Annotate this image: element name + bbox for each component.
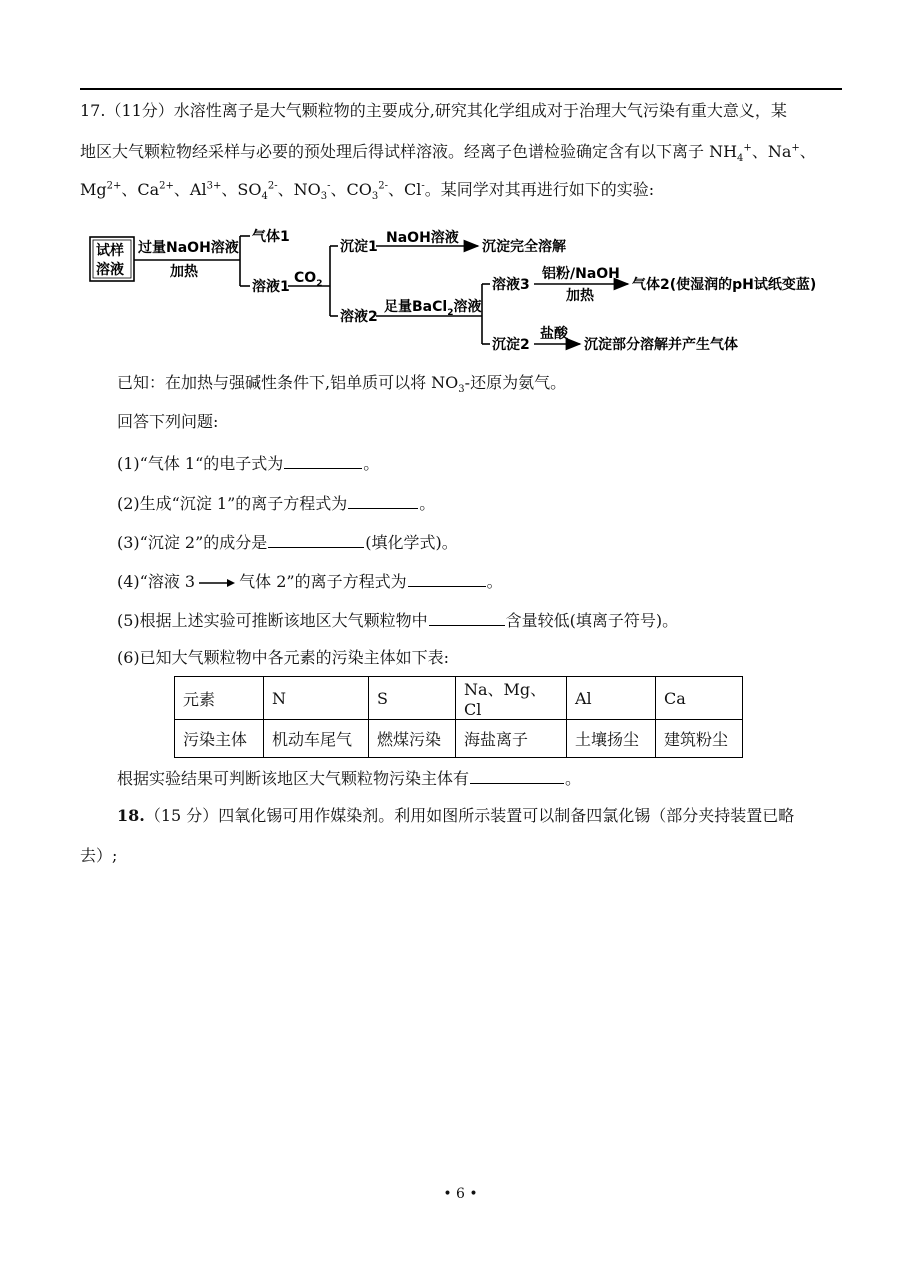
flow-dissolve-all: 沉淀完全溶解 xyxy=(482,239,566,255)
question-2: (2)生成“沉淀 1”的离子方程式为 。 xyxy=(117,494,436,513)
table-cell: Al xyxy=(567,677,656,720)
table-cell: N xyxy=(264,677,369,720)
q17-header: 17.（11分）水溶性离子是大气颗粒物的主要成分,研究其化学组成对于治理大气污染有重大意义，某 xyxy=(80,101,787,120)
flow-step1-bottom: 加热 xyxy=(170,264,198,280)
table-row xyxy=(175,720,743,758)
known-condition: 已知：在加热与强碱性条件下,铝单质可以将 $NO_3-$还原为氨气。 xyxy=(117,373,567,396)
question-3: (3)“沉淀 2”的成分是 (填化学式)。 xyxy=(117,533,458,552)
question-4: (4)“溶液 3 气体 2”的离子方程式为 。 xyxy=(117,572,503,591)
flow-heat: 加热 xyxy=(566,288,594,304)
table-cell: Na、Mg、Cl xyxy=(456,677,567,720)
arrow-icon xyxy=(197,577,237,589)
q18-line2: 去）; xyxy=(80,846,118,865)
flow-naoh: NaOH溶液 xyxy=(386,230,459,246)
q17-line2: 地区大气颗粒物经采样与必要的预处理后得试样溶液。经离子色谱检验确定含有以下离子 $NH_4^+$、Na+、 xyxy=(80,142,816,165)
answer-blank-5[interactable] xyxy=(429,609,505,626)
pollution-table xyxy=(174,676,743,758)
question-5: (5)根据上述实验可推断该地区大气颗粒物中 含量较低(填离子符号)。 xyxy=(117,611,679,630)
answer-blank-3[interactable] xyxy=(268,531,364,548)
table-cell: 燃煤污染 xyxy=(369,720,456,758)
answer-blank-4[interactable] xyxy=(408,570,486,587)
flow-precip2: 沉淀2 xyxy=(492,337,530,353)
header-rule xyxy=(80,88,842,90)
flow-precip1: 沉淀1 xyxy=(340,239,378,255)
table-cell: 土壤扬尘 xyxy=(567,720,656,758)
flow-co2: $CO_2$ xyxy=(294,270,323,289)
table-cell: 机动车尾气 xyxy=(264,720,369,758)
flow-step1-top: 过量NaOH溶液 xyxy=(138,240,239,256)
table-cell: 海盐离子 xyxy=(456,720,567,758)
page-number: • 6 • xyxy=(443,1186,478,1202)
conclusion: 根据实验结果可判断该地区大气颗粒物污染主体有 。 xyxy=(117,769,582,788)
flow-gas1: 气体1 xyxy=(252,229,290,245)
experiment-flowchart xyxy=(80,222,817,360)
flow-solution1: 溶液1 xyxy=(252,279,290,295)
table-cell: Ca xyxy=(656,677,743,720)
flow-sample-1: 试样 xyxy=(96,243,124,259)
q18-line1: 18.（15 分）四氧化锡可用作媒染剂。利用如图所示装置可以制备四氯化锡（部分夹持装置已略 xyxy=(117,806,795,825)
table-cell: S xyxy=(369,677,456,720)
flow-partial: 沉淀部分溶解并产生气体 xyxy=(584,337,738,353)
flow-solution3: 溶液3 xyxy=(492,277,530,293)
table-cell: 建筑粉尘 xyxy=(656,720,743,758)
answer-blank-1[interactable] xyxy=(284,452,362,469)
flow-al-naoh: 铝粉/NaOH xyxy=(542,266,620,282)
q17-ion-list: $Mg^{2+}$、$Ca^{2+}$、$Al^{3+}$、$SO_4^{2-}$、$NO_3^-$、$CO_3^{2-}$、Cl-。某同学对其再进行如下的实验: xyxy=(80,180,655,203)
flow-bacl2: 足量BaCl$_2$溶液 xyxy=(384,299,482,318)
flow-hcl: 盐酸 xyxy=(540,326,568,342)
flow-sample-2: 溶液 xyxy=(96,262,124,278)
answer-blank-2[interactable] xyxy=(348,492,418,509)
table-cell: 污染主体 xyxy=(175,720,264,758)
flow-solution2: 溶液2 xyxy=(340,309,378,325)
answer-intro: 回答下列问题: xyxy=(117,412,219,431)
table-row xyxy=(175,677,743,720)
answer-blank-6[interactable] xyxy=(470,767,564,784)
question-1: (1)“气体 1“的电子式为 。 xyxy=(117,454,380,473)
table-cell: 元素 xyxy=(175,677,264,720)
question-6: (6)已知大气颗粒物中各元素的污染主体如下表: xyxy=(117,648,450,667)
flow-gas2: 气体2(使湿润的pH试纸变蓝) xyxy=(632,277,817,293)
